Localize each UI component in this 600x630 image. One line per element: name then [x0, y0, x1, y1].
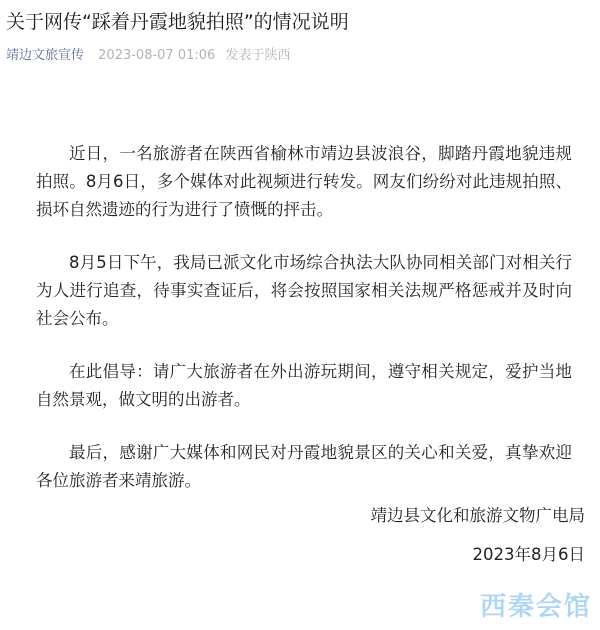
watermark-logo: 西秦会馆 — [479, 592, 592, 622]
paragraph-1: 近日，一名旅游者在陕西省榆林市靖边县波浪谷，脚踏丹霞地貌违规拍照。8月6日，多个媒体对此视频进行转发。网友们纷纷对此违规拍照、损坏自然遗迹的行为进行了愤慨的抨击。 — [36, 144, 572, 219]
publish-date: 2023-08-07 01:06 — [98, 48, 216, 63]
publish-location: 发表于陕西 — [225, 48, 291, 63]
article-body — [36, 140, 572, 520]
article-meta — [6, 47, 290, 65]
article-title: 关于网传“踩着丹霞地貌拍照”的情况说明 — [6, 11, 349, 33]
paragraph-3: 在此倡导：请广大旅游者在外出游玩期间，遵守相关规定，爱护当地自然景观，做文明的出游者。 — [36, 362, 572, 409]
signature-date: 2023年8月6日 — [472, 545, 585, 564]
paragraph-2: 8月5日下午，我局已派文化市场综合执法大队协同相关部门对相关行为人进行追查，待事实查证后，将会按照国家相关法规严格惩戒并及时向社会公布。 — [36, 253, 572, 328]
paragraph-4: 最后，感谢广大媒体和网民对丹霞地貌景区的关心和关爱，真挚欢迎各位旅游者来靖旅游。 — [36, 443, 572, 490]
signature: 靖边县文化和旅游文物广电局 — [370, 506, 585, 525]
author-link[interactable]: 靖边文旅宣传 — [6, 48, 85, 63]
